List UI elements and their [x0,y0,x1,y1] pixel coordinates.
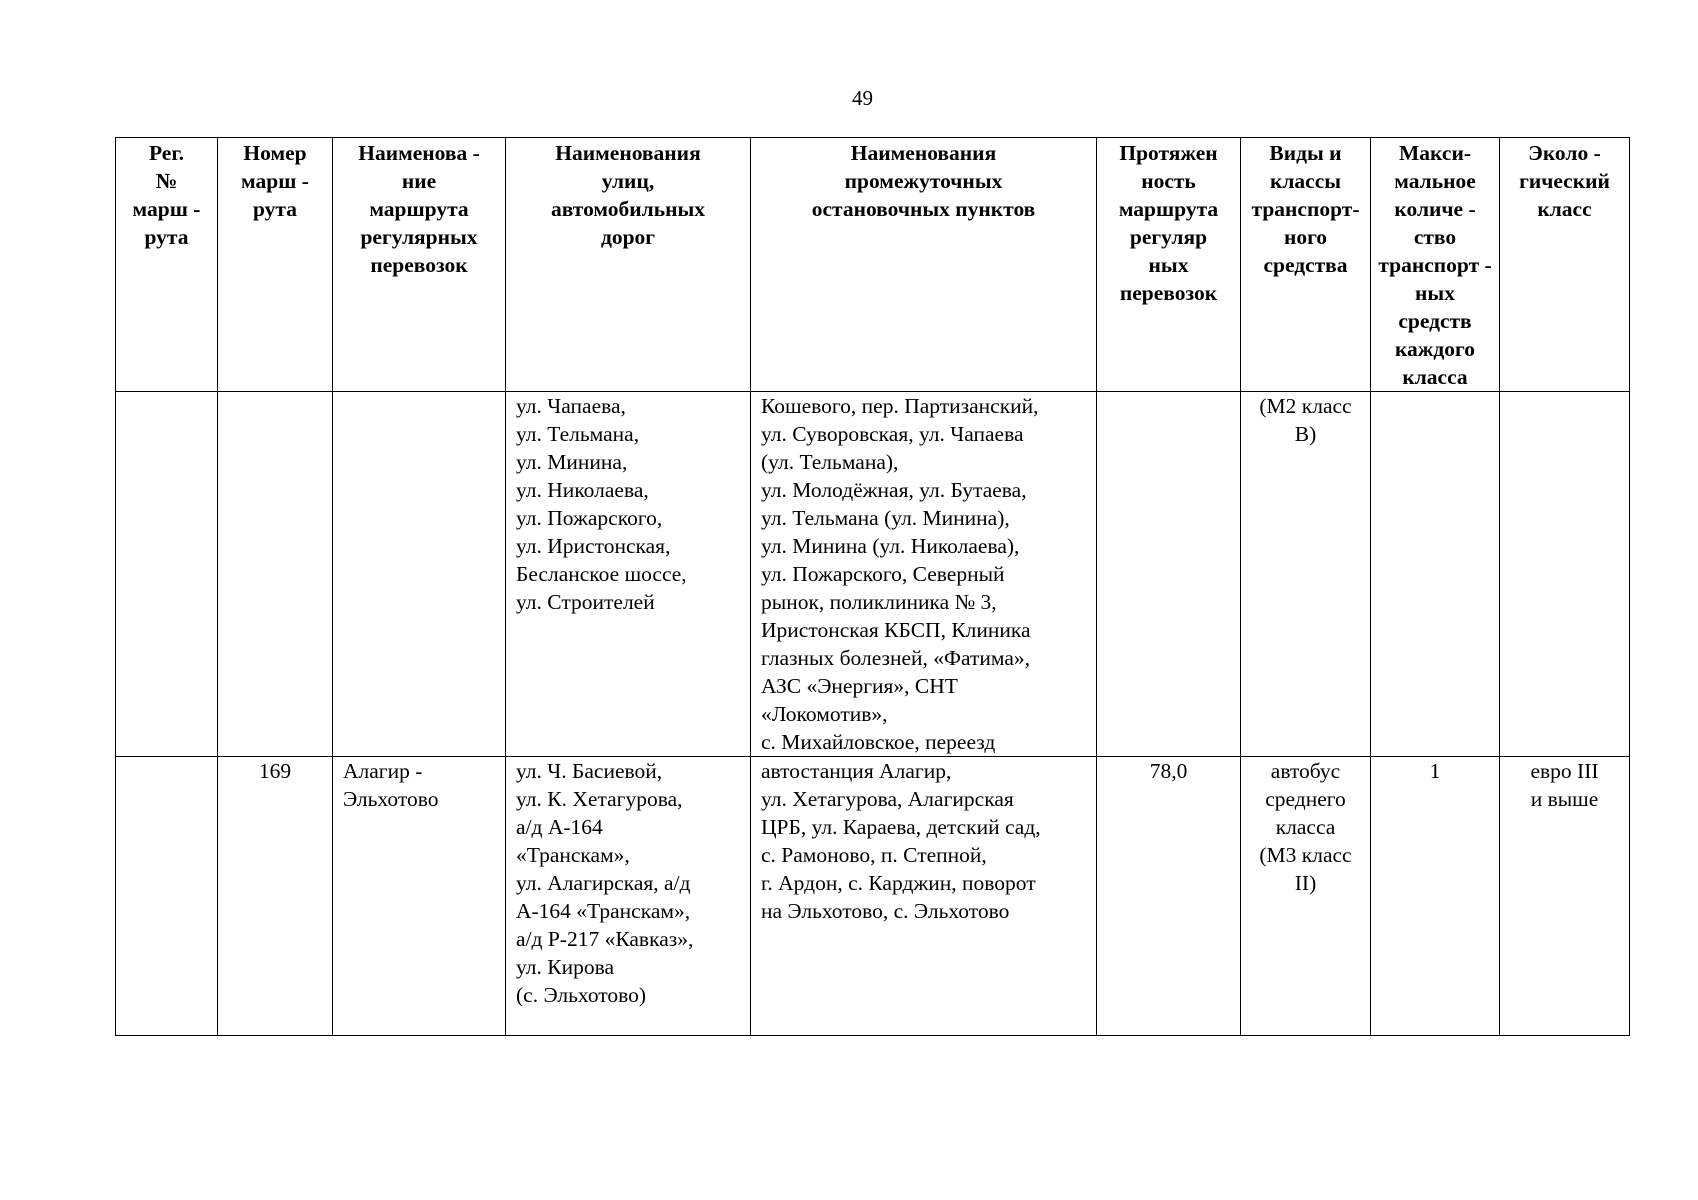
cell-line: среднего [1265,787,1346,811]
cell-line: ул. Чапаева, [516,394,626,418]
cell-line: 1 [1429,759,1441,783]
table-header-row [116,138,1630,392]
cell-line: ул. Минина (ул. Николаева), [761,534,1020,558]
cell-line: Эльхотово [343,787,439,811]
cell-line: (с. Эльхотово) [516,983,647,1007]
cell-line: Протяжен [1119,141,1218,165]
cell-line: ул. Суворовская, ул. Чапаева [761,422,1024,446]
cell-line: ул. Пожарского, [516,506,663,530]
cell-line: 169 [258,759,292,783]
header-vehicle-class [1241,138,1371,392]
header-eco-class [1500,138,1630,392]
cell-line: (М3 класс [1259,843,1352,867]
cell-line: Макси- [1399,141,1471,165]
cell-line: а/д А-164 [516,815,603,839]
cell-route-no [218,757,333,1036]
cell-line: ул. Алагирская, а/д [516,871,691,895]
cell-line: ние [401,169,437,193]
cell-line: марш - [241,169,309,193]
cell-line: евро III [1530,759,1599,783]
cell-line: регулярных [360,225,478,249]
header-route-no [218,138,333,392]
cell-line: Наименования [555,141,701,165]
cell-line: а/д Р-217 «Кавказ», [516,927,694,951]
cell-line: № [155,169,178,193]
cell-line: автостанция Алагир, [761,759,952,783]
cell-line: рута [144,225,189,249]
header-stops [751,138,1097,392]
cell-line: класса [1402,365,1468,389]
header-max-count [1371,138,1500,392]
header-streets [506,138,751,392]
cell-line: ность [1141,169,1196,193]
cell-line: с. Михайловское, переезд [761,730,996,754]
cell-route-name [333,392,506,757]
cell-line: ных [1148,253,1189,277]
cell-line: Алагир - [343,759,423,783]
cell-line: рута [253,197,297,221]
routes-table [115,137,1630,1036]
cell-line: марш - [132,197,201,221]
cell-line: транспорт- [1251,197,1360,221]
cell-line: каждого [1394,337,1475,361]
cell-line: (ул. Тельмана), [761,450,899,474]
cell-line: автобус [1270,759,1341,783]
cell-line: количе - [1394,197,1476,221]
cell-streets [506,757,751,1036]
cell-line: ул. К. Хетагурова, [516,787,683,811]
header-length [1097,138,1241,392]
cell-route-name [333,757,506,1036]
cell-max-count [1371,392,1500,757]
cell-line: перевозок [1119,281,1218,305]
cell-line: дорог [600,225,656,249]
cell-max-count [1371,757,1500,1036]
cell-line: ул. Иристонская, [516,534,671,558]
cell-line: на Эльхотово, с. Эльхотово [761,899,1010,923]
cell-line: Иристонская КБСП, Клиника [761,618,1031,642]
cell-line: гический [1519,169,1610,193]
cell-line: «Локомотив», [761,702,888,726]
cell-line: (М2 класс [1259,394,1352,418]
cell-line: автомобильных [550,197,706,221]
cell-line: Эколо - [1528,141,1601,165]
cell-line: класса [1275,815,1336,839]
cell-line: маршрута [369,197,469,221]
cell-line: с. Рамоново, п. Степной, [761,843,987,867]
header-reg-no [116,138,218,392]
cell-stops [751,757,1097,1036]
header-route-name [333,138,506,392]
cell-line: ул. Кирова [516,955,615,979]
cell-line: ул. Хетагурова, Алагирская [761,787,1014,811]
cell-line: промежуточных [844,169,1003,193]
cell-line: маршрута [1118,197,1219,221]
cell-line: ного [1283,225,1328,249]
cell-line: 78,0 [1149,759,1188,783]
cell-vehicle-class [1241,757,1371,1036]
cell-line: ство [1413,225,1457,249]
cell-line: Наименова - [358,141,480,165]
cell-line: транспорт - [1378,253,1492,277]
cell-line: «Транскам», [516,843,630,867]
cell-line: ул. Тельмана, [516,422,640,446]
cell-line: перевозок [370,253,468,277]
cell-line: мальное [1394,169,1476,193]
cell-length [1097,392,1241,757]
cell-line: ул. Минина, [516,450,628,474]
cell-line: и выше [1530,787,1599,811]
cell-line: остановочных пунктов [811,197,1036,221]
cell-line: ул. Ч. Басиевой, [516,759,663,783]
cell-line: класс [1537,197,1592,221]
cell-line: Наименования [850,141,997,165]
cell-eco-class [1500,392,1630,757]
cell-route-no [218,392,333,757]
cell-reg-no [116,757,218,1036]
cell-line: средства [1263,253,1348,277]
cell-streets [506,392,751,757]
cell-line: ных [1415,281,1455,305]
table-row [116,757,1630,1036]
cell-line: Виды и [1269,141,1342,165]
cell-line: ул. Пожарского, Северный [761,562,1005,586]
cell-line: II) [1294,871,1317,895]
cell-line: улиц, [601,169,655,193]
cell-line: Кошевого, пер. Партизанский, [761,394,1039,418]
cell-line: рынок, поликлиника № 3, [761,590,997,614]
page-number: 49 [852,86,873,110]
cell-eco-class [1500,757,1630,1036]
cell-line: А-164 «Транскам», [516,899,691,923]
cell-line: Рег. [148,141,185,165]
cell-line: Бесланское шоссе, [516,562,687,586]
cell-line: глазных болезней, «Фатима», [761,646,1031,670]
cell-reg-no [116,392,218,757]
cell-line: В) [1294,422,1317,446]
cell-line: АЗС «Энергия», СНТ [761,674,958,698]
cell-line: ул. Строителей [516,590,655,614]
cell-line: ул. Николаева, [516,478,649,502]
cell-vehicle-class [1241,392,1371,757]
cell-stops [751,392,1097,757]
cell-line: г. Ардон, с. Карджин, поворот [761,871,1036,895]
cell-length [1097,757,1241,1036]
cell-line: классы [1269,169,1342,193]
cell-line: ул. Молодёжная, ул. Бутаева, [761,478,1027,502]
cell-line: регуляр [1129,225,1208,249]
table-row [116,392,1630,757]
cell-line: Номер [243,141,307,165]
cell-line: ул. Тельмана (ул. Минина), [761,506,1010,530]
cell-line: ЦРБ, ул. Караева, детский сад, [761,815,1041,839]
cell-line: средств [1398,309,1472,333]
